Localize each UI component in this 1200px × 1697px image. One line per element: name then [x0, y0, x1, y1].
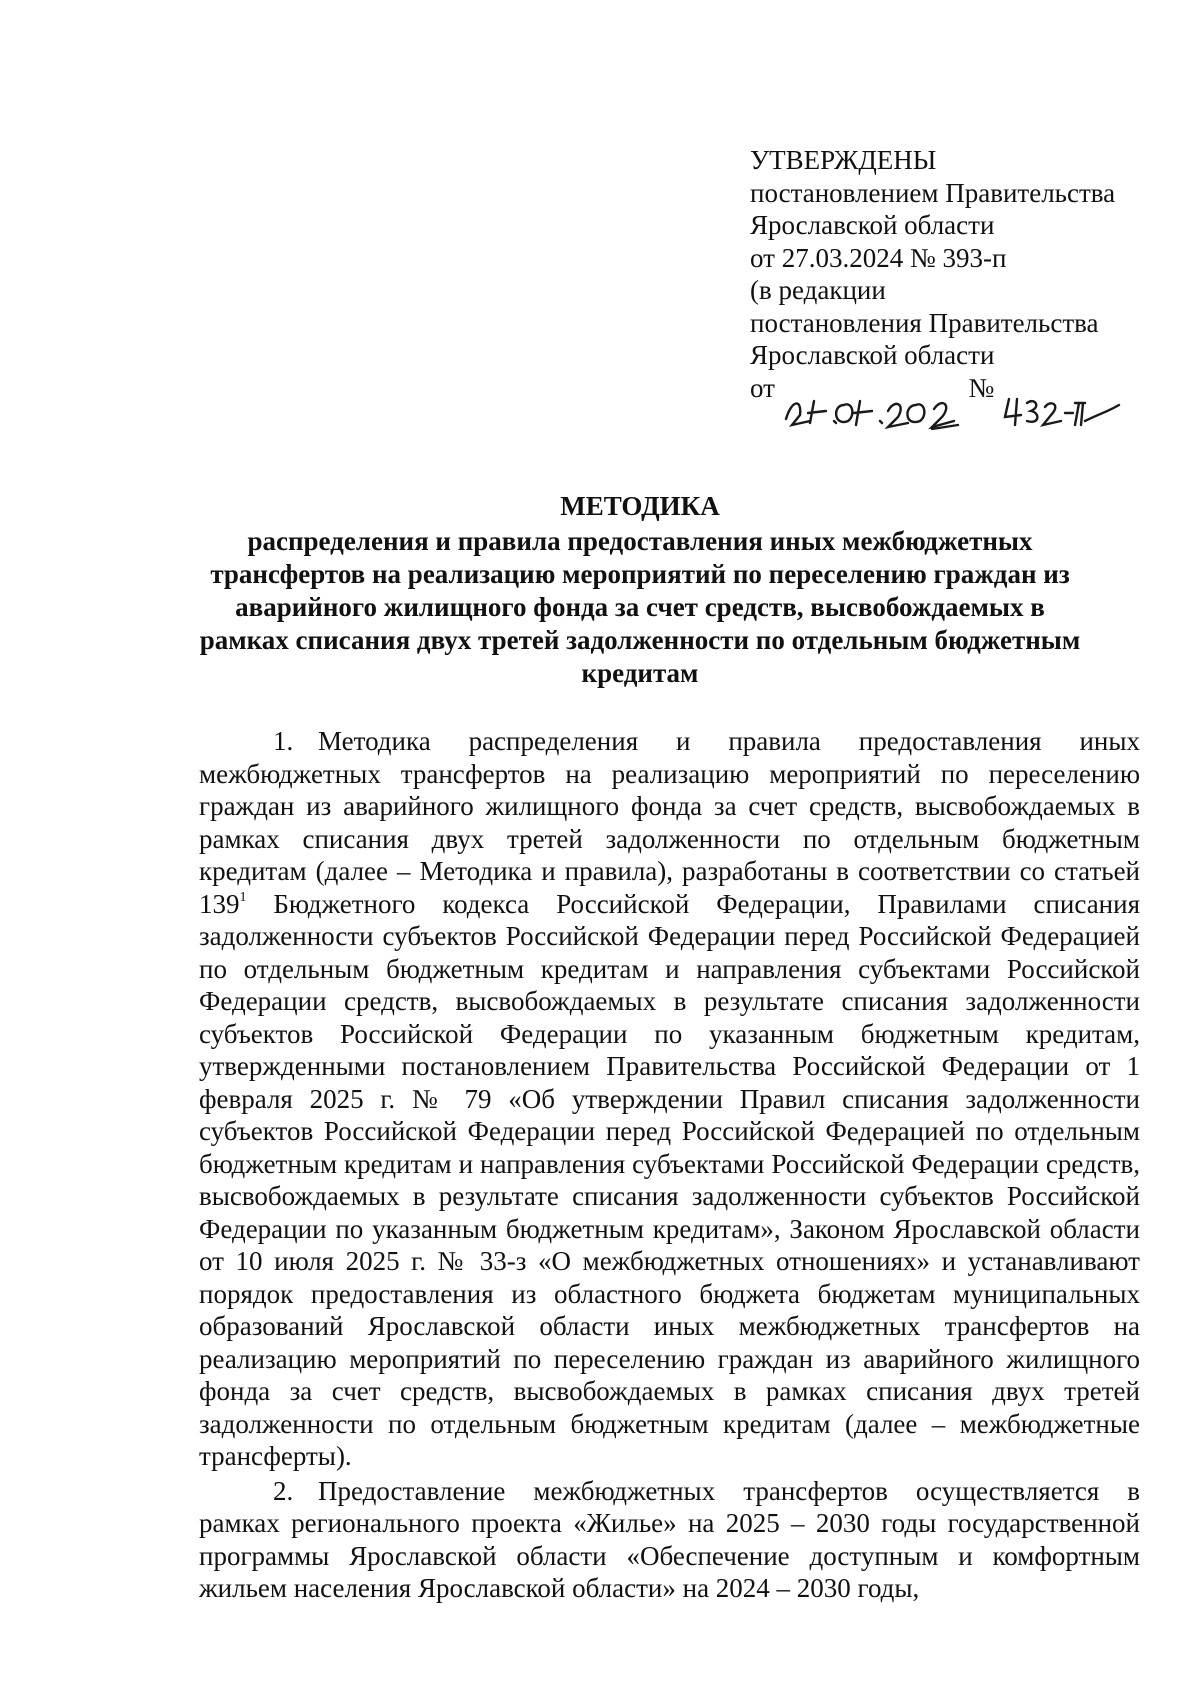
approval-heading: УТВЕРЖДЕНЫ: [750, 145, 937, 175]
paragraph-2-number: 2.: [273, 1475, 294, 1506]
paragraph-1-text-b: Бюджетного кодекса Российской Федерации, Правилами списания задолженности субъектов Российской Федерации перед Российской Федерацией по отдельным бюджетным кредитам и направления субъектами Российской Федерации средств, высвобождаемых в результате списания задолженности субъектов Российской Федерации по указанным бюджетным кредитам, утвержденными постановлением Правительства Российской Федерации от 1 февраля 2025 г. № 79 «Об утверждении Правил списания задолженности субъектов Российской Федерации перед Российской Федерацией по отдельным бюджетным кредитам и направления субъектами Российской Федерации средств, высвобождаемых в результате списания задолженности субъектов Российской Федерации по указанным бюджетным кредитам», Законом Ярославской области от 10 июля 2025 г. № 33-з «О межбюджетных отношениях» и устанавливают порядок предоставления из областного бюджета бюджетам муниципальных образований Ярославской области иных межбюджетных трансфертов на реализацию мероприятий по переселению граждан из аварийного жилищного фонда за счет средств, высвобождаемых в рамках списания двух третей задолженности по отдельным бюджетным кредитам (далее – межбюджетные трансферты).: [199, 888, 1140, 1471]
paragraph-1: [199, 725, 1140, 1473]
title-line-2: трансфертов на реализацию мероприятий по переселению граждан из: [210, 559, 1070, 589]
approval-stamp-block: [750, 144, 1121, 404]
paragraph-2-text: Предоставление межбюджетных трансфертов осуществляется в рамках регионального проекта «Жилье» на 2025 – 2030 годы государственной программы Ярославской области «Обеспечение доступным и комфортным жильем населения Ярославской области» на 2024 – 2030 годы,: [199, 1475, 1140, 1603]
title-line-5: кредитам: [581, 658, 699, 688]
approval-line-1: постановлением Правительства: [750, 177, 1116, 208]
title-line-3: аварийного жилищного фонда за счет средств, высвобождаемых в: [235, 592, 1045, 622]
handwritten-number-scribble: [1001, 391, 1121, 431]
handwritten-date-scribble: [782, 391, 962, 431]
approval-sig-number-sign: №: [968, 372, 995, 403]
paragraph-2: [199, 1475, 1140, 1605]
approval-signature-line: [750, 372, 1121, 405]
paragraph-1-number: 1.: [273, 726, 294, 756]
document-body: [199, 725, 1140, 1607]
document-title: [190, 490, 1090, 690]
approval-line-4: (в редакции: [750, 275, 886, 305]
approval-line-2: Ярославской области: [750, 210, 995, 240]
approval-line-6: Ярославской области: [750, 340, 995, 370]
title-line-4: рамках списания двух третей задолженности по отдельным бюджетным: [199, 625, 1081, 655]
title-main: МЕТОДИКА: [560, 491, 720, 521]
paragraph-1-text-a: Методика распределения и правила предоставления иных межбюджетных трансфертов на реализацию мероприятий по переселению граждан из аварийного жилищного фонда за счет средств, высвобождаемых в рамках списания двух третей задолженности по отдельным бюджетным кредитам (далее – Методика и правила), разработаны в соответствии со статьей 139: [199, 726, 1140, 919]
approval-sig-prefix: от: [750, 372, 775, 403]
approval-line-3: от 27.03.2024 № 393-п: [750, 242, 1007, 273]
approval-line-5: постановления Правительства: [750, 307, 1099, 338]
paragraph-1-superscript: 1: [239, 889, 247, 905]
title-line-1: распределения и правила предоставления иных межбюджетных: [247, 526, 1033, 556]
